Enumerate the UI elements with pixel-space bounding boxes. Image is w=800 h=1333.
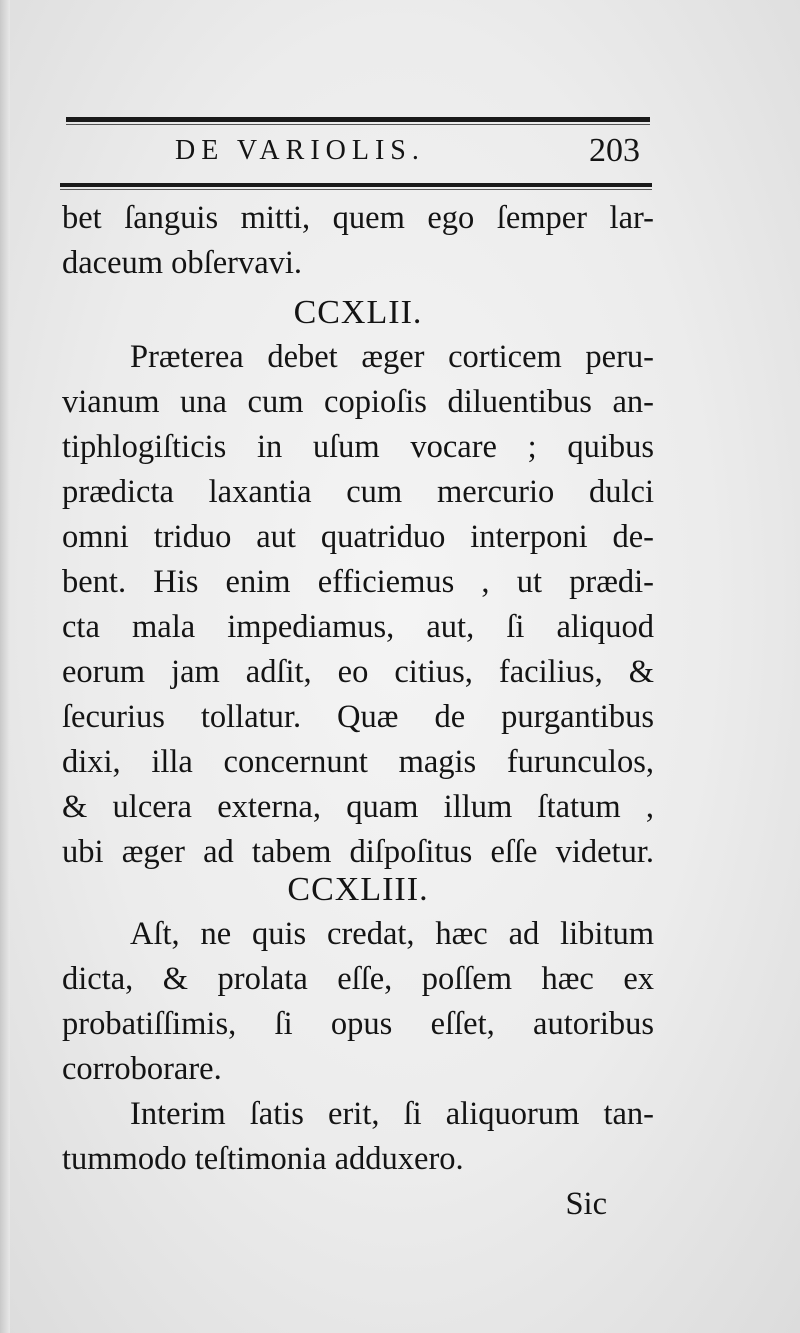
text-line: corroborare. xyxy=(62,1051,222,1087)
section-heading: CCXLII. xyxy=(293,294,423,331)
paragraph-first-line: Præterea debet æger corticem peru- xyxy=(130,339,654,375)
catchword: Sic xyxy=(565,1186,607,1222)
header-bottom-rule xyxy=(60,183,652,190)
text-line: probatiſſimis, ſi opus eſſet, autoribus xyxy=(62,1006,654,1042)
text-line: ſecurius tollatur. Quæ de purgantibus xyxy=(62,699,654,735)
text-line: dicta, & prolata eſſe, poſſem hæc ex xyxy=(62,961,654,997)
text-line: bet ſanguis mitti, quem ego ſemper lar- xyxy=(62,200,654,236)
text-line: tummodo teſtimonia adduxero. xyxy=(62,1141,464,1177)
page-gutter-edge xyxy=(0,0,10,1333)
paragraph-first-line: Interim ſatis erit, ſi aliquorum tan- xyxy=(130,1096,654,1132)
text-line: & ulcera externa, quam illum ſtatum , xyxy=(62,789,654,825)
text-line: eorum jam adſit, eo citius, facilius, & xyxy=(62,654,654,690)
paragraph-first-line: Aſt, ne quis credat, hæc ad libitum xyxy=(130,916,654,952)
text-line: cta mala impediamus, aut, ſi aliquod xyxy=(62,609,654,645)
header-top-rule xyxy=(66,117,650,125)
text-line: daceum obſervavi. xyxy=(62,245,303,281)
text-line: tiphlogiſticis in uſum vocare ; quibus xyxy=(62,429,654,465)
section-heading: CCXLIII. xyxy=(287,871,429,908)
running-header-title: DE VARIOLIS. xyxy=(175,135,425,166)
text-line: omni triduo aut quatriduo interponi de- xyxy=(62,519,654,555)
page-number: 203 xyxy=(589,132,640,169)
text-line: ubi æger ad tabem diſpoſitus eſſe videtur. xyxy=(62,834,654,870)
text-line: prædicta laxantia cum mercurio dulci xyxy=(62,474,654,510)
text-line: vianum una cum copioſis diluentibus an- xyxy=(62,384,654,420)
text-line: dixi, illa concernunt magis furunculos, xyxy=(62,744,654,780)
text-line: bent. His enim efficiemus , ut prædi- xyxy=(62,564,654,600)
